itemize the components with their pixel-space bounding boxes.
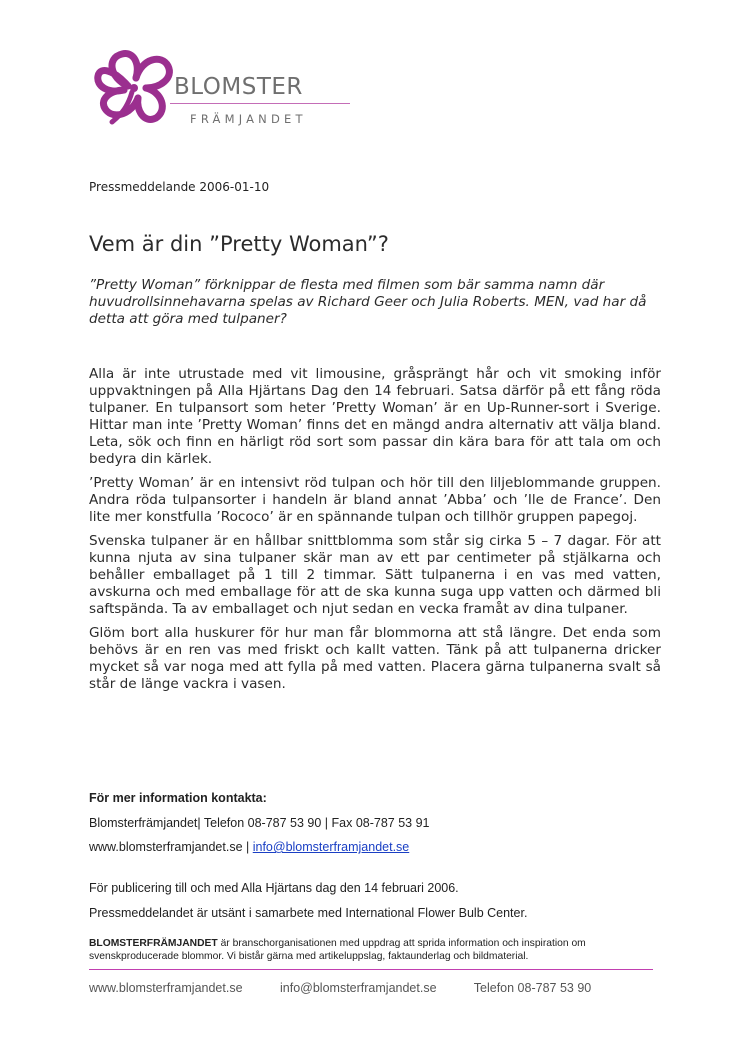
organization-name: BLOMSTERFRÄMJANDET [89, 938, 218, 949]
contact-website: www.blomsterframjandet.se | [89, 840, 253, 854]
organization-text: är branschorganisationen med uppdrag att sprida information och inspiration om svenskproducerade blommor. Vi bistår gärna med artikeluppslag, faktaunderlag och bildmaterial. [89, 938, 586, 962]
contact-web-email [89, 840, 409, 854]
body-paragraph: Svenska tulpaner är en hållbar snittblomma som står sig cirka 5 – 7 dagar. För att kunna njuta av sina tulpaner skär man av ett par centimeter på stjälkarna och behåller emballaget på 1 till 2 timmar. Sätt tulpanerna i en vas med vatten, avskurna och med emballage för att de ska kunna suga upp vatten och därmed bli saftspända. Ta av emballaget och njut sedan en vecka framåt av dina tulpaner. [89, 533, 661, 617]
press-release-date: Pressmeddelande 2006-01-10 [89, 180, 270, 194]
logo-subtitle: FRÄMJANDET [190, 112, 307, 126]
footer [89, 981, 625, 995]
footer-email: info@blomsterframjandet.se [280, 981, 437, 995]
contact-heading: För mer information kontakta: [89, 791, 267, 805]
collaboration-note: Pressmeddelandet är utsänt i samarbete med International Flower Bulb Center. [89, 906, 528, 920]
footer-website: www.blomsterframjandet.se [89, 981, 243, 995]
publishing-note: För publicering till och med Alla Hjärtans dag den 14 februari 2006. [89, 881, 459, 895]
body-paragraph: ’Pretty Woman’ är en intensivt röd tulpan och hör till den liljeblommande gruppen. Andra röda tulpansorter i handeln är bland annat ’Abba’ och ’Ile de France’. Den lite mer konstfulla ’Rococo’ är en spännande tulpan och tillhör gruppen papegoj. [89, 475, 661, 525]
body-paragraph: Glöm bort alla huskurer för hur man får blommorna att stå längre. Det enda som behövs är en ren vas med friskt och kallt vatten. Tänk på att tulpanerna dricker mycket så var noga med att fylla på med vatten. Placera gärna tulpanerna svalt så står de länge vackra i vasen. [89, 625, 661, 692]
organization-description [89, 937, 661, 963]
contact-phone-fax: Blomsterfrämjandet| Telefon 08-787 53 90 | Fax 08-787 53 91 [89, 816, 430, 830]
lead-paragraph: ”Pretty Woman” förknippar de flesta med filmen som bär samma namn där huvudrollsinnehavarna spelas av Richard Geer och Julia Roberts. MEN, vad har då detta att göra med tulpaner? [89, 277, 647, 327]
page-title: Vem är din ”Pretty Woman”? [89, 232, 389, 256]
contact-email-link[interactable]: info@blomsterframjandet.se [252, 840, 410, 854]
logo-divider [170, 103, 350, 104]
body-paragraph: Alla är inte utrustade med vit limousine, gråsprängt hår och vit smoking inför uppvaktningen på Alla Hjärtans Dag den 14 februari. Satsa därför på ett fång röda tulpaner. En tulpansort som heter ’Pretty Woman’ är en Up-Runner-sort i Sverige. Hittar man inte ’Pretty Woman’ finns det en mängd andra alternativ att välja bland. Leta, sök och finn en härligt röd sort som passar din kära bara för att tala om och bedyra din kärlek. [89, 366, 661, 467]
logo-wordmark: BLOMSTER [174, 74, 303, 100]
footer-divider [89, 969, 653, 970]
footer-phone: Telefon 08-787 53 90 [473, 981, 592, 995]
article-body [89, 366, 661, 700]
